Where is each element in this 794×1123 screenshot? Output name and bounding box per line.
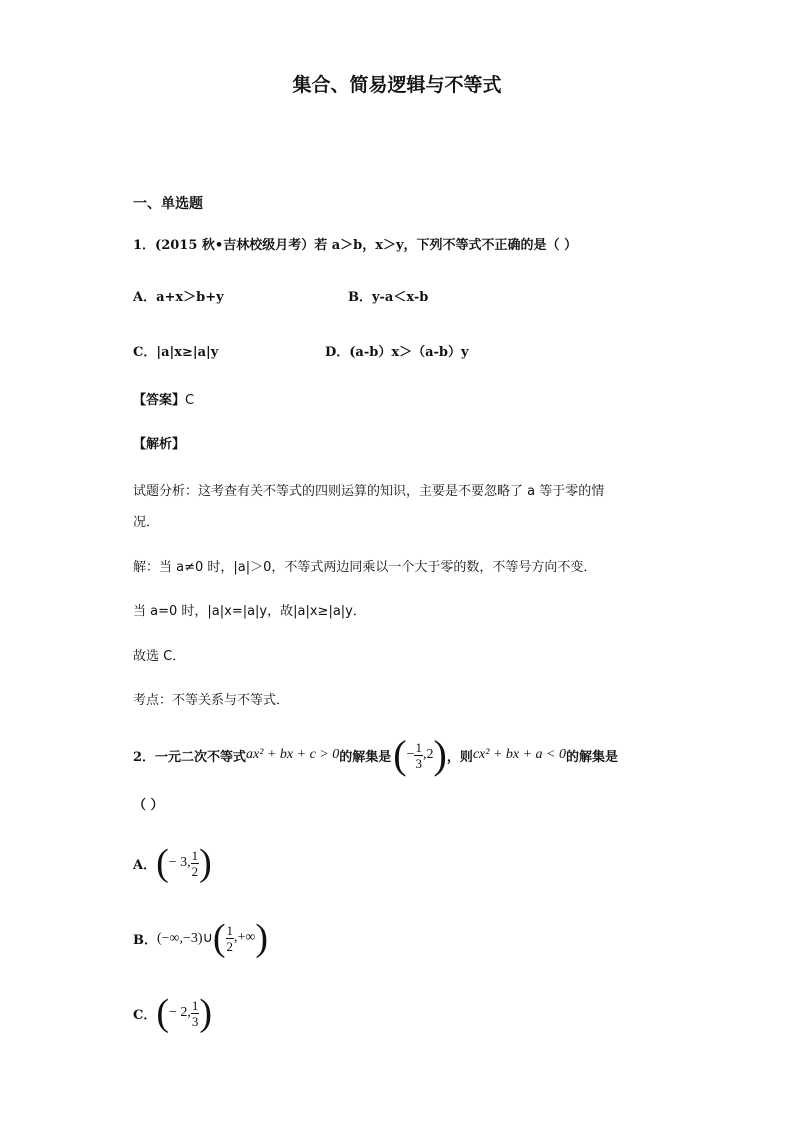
interval-left: − 2, <box>169 1005 191 1020</box>
question-2-stem <box>133 733 618 777</box>
question-2-mid: 的解集是 <box>339 749 392 765</box>
kaodian: 考点：不等关系与不等式． <box>133 693 290 708</box>
question-2-then: ，则 <box>446 749 473 765</box>
question-2-prefix: 2．一元二次不等式 <box>133 749 247 765</box>
left-paren: ( <box>156 842 169 884</box>
section-heading: 一、单选题 <box>133 196 203 212</box>
solution-line-1: 解：当 a≠0 时，|a|＞0，不等式两边同乘以一个大于零的数，不等号方向不变． <box>133 560 597 575</box>
left-paren: ( <box>393 732 407 777</box>
fraction-one-half <box>226 924 235 953</box>
fraction-one-third <box>191 999 200 1028</box>
numerator: 1 <box>191 997 199 1013</box>
denominator: 3 <box>191 1013 199 1029</box>
denominator: 2 <box>226 938 233 954</box>
fraction-one-half <box>191 849 200 878</box>
interval-right: ,+∞ <box>234 930 256 945</box>
interval-left: (−∞,−3)∪ <box>157 930 213 946</box>
analysis-text-line-1: 试题分析：这考查有关不等式的四则运算的知识，主要是不要忽略了 a 等于零的情 <box>133 484 605 499</box>
denominator: 3 <box>415 755 422 771</box>
analysis-label: 【解析】 <box>133 437 186 452</box>
question-1-option-a: A．a+x＞b+y <box>133 290 224 305</box>
answer-value: C <box>185 393 195 408</box>
question-2-expression-1: ax² + bx + c > 0 <box>246 747 340 762</box>
right-paren: ) <box>255 917 269 959</box>
option-label: A． <box>133 857 157 873</box>
solution-line-2: 当 a=0 时，|a|x=|a|y，故|a|x≥|a|y． <box>133 604 366 619</box>
question-1-stem: 1．(2015 秋•吉林校级月考）若 a＞b，x＞y，下列不等式不正确的是（ ） <box>133 238 578 253</box>
right-paren: ) <box>433 732 447 777</box>
page-title: 集合、简易逻辑与不等式 <box>292 74 502 96</box>
analysis-text-line-2: 况． <box>133 515 160 530</box>
answer-label: 【答案】 <box>133 393 186 408</box>
question-2-expression-2: cx² + bx + a < 0 <box>472 747 567 762</box>
right-paren: ) <box>199 992 213 1034</box>
answer-line <box>133 389 194 408</box>
interval-left: − 3, <box>168 855 191 870</box>
interval-right: ,2 <box>422 747 434 762</box>
denominator: 2 <box>191 863 199 879</box>
conclusion: 故选 C． <box>133 649 186 664</box>
question-2-option-c <box>133 993 212 1033</box>
question-1-option-b: B．y-a＜x-b <box>348 290 429 305</box>
left-paren: ( <box>212 917 226 959</box>
question-1-option-d: D．(a-b）x＞（a-b）y <box>325 345 469 360</box>
question-1-option-c: C．|a|x≥|a|y <box>133 345 219 360</box>
option-label: B． <box>133 932 157 948</box>
left-paren: ( <box>156 992 170 1034</box>
question-2-option-b <box>133 918 268 958</box>
numerator: 1 <box>415 739 422 755</box>
numerator: 1 <box>226 922 233 938</box>
right-paren: ) <box>199 842 212 884</box>
question-2-option-a <box>133 843 212 883</box>
numerator: 1 <box>191 847 199 863</box>
fraction-one-third <box>414 741 423 770</box>
interval-minus: − <box>406 747 415 762</box>
question-2-paren: （ ） <box>133 798 164 813</box>
question-2-suffix: 的解集是 <box>566 749 619 765</box>
option-label: C． <box>133 1007 157 1023</box>
